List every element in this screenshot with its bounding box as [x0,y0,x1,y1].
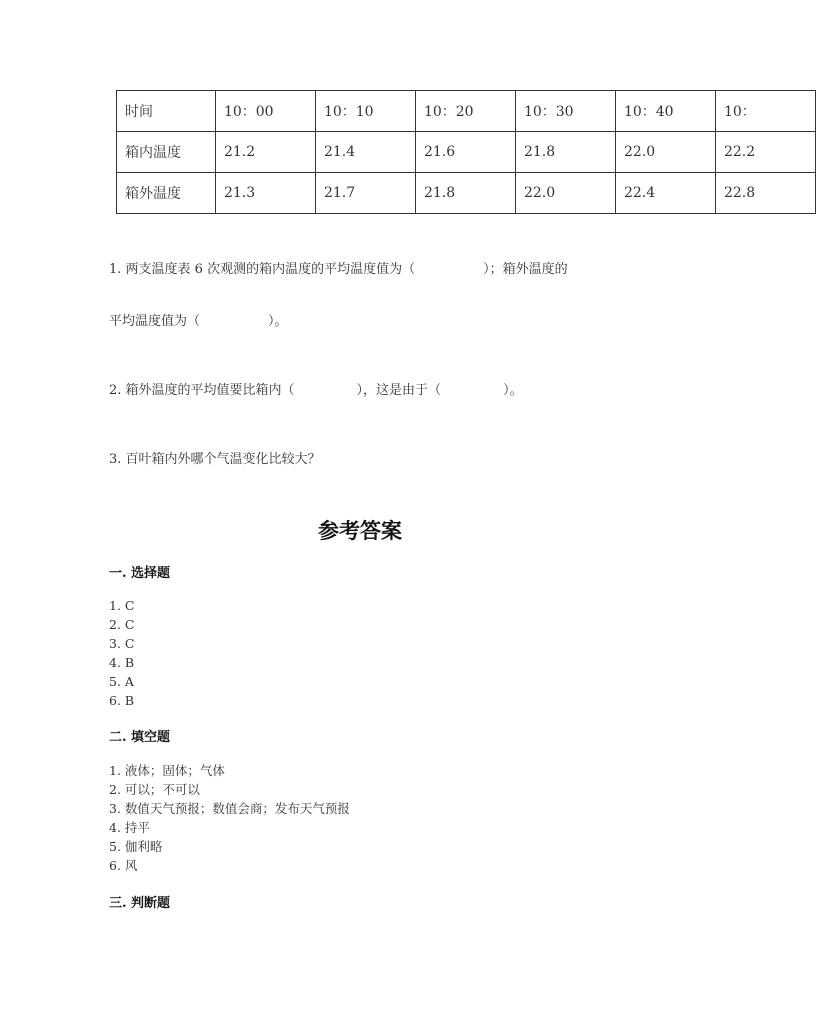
table-cell: 22.0 [615,132,715,173]
list-item: 1. C [109,598,135,613]
table-cell: 21.8 [415,173,515,214]
list-item: 1. 液体；固体；气体 [109,763,225,778]
table-row [117,91,816,132]
table-cell: 21.3 [215,173,315,214]
list-item: 6. B [109,693,135,708]
table-cell: 21.7 [315,173,415,214]
list-item: 5. 伽利略 [109,839,163,854]
section-title: 一. 选择题 [109,566,171,581]
table-cell: 21.4 [315,132,415,173]
list-item: 5. A [109,674,134,689]
table-cell: 21.8 [515,132,615,173]
question-2 [109,379,523,398]
table-row [117,173,816,214]
question-text: 2. 箱外温度的平均值要比箱内（ [109,383,295,398]
question-3: 3. 百叶箱内外哪个气温变化比较大？ [109,452,321,467]
row-header: 时间 [117,91,216,132]
question-text: ）。 [268,314,288,329]
question-text: 平均温度值为（ [109,314,201,329]
table-cell: 10：20 [415,91,515,132]
table-cell: 22.2 [715,132,815,173]
table-cell: 10：30 [515,91,615,132]
question-1-line-2 [109,310,288,329]
question-text: ）。 [503,383,523,398]
answer-title: 参考答案 [318,518,402,543]
answer-list [109,596,134,710]
list-item: 2. C [109,617,135,632]
table-cell: 10：00 [215,91,315,132]
row-header: 箱外温度 [117,173,216,214]
temperature-table-wrap [116,90,756,214]
question-text: ）；箱外温度的 [483,262,568,277]
table-row [117,132,816,173]
table-cell: 22.4 [615,173,715,214]
table-cell: 10：10 [315,91,415,132]
question-text: 1. 两支温度表 6 次观测的箱内温度的平均温度值为（ [109,262,416,277]
section-title: 二. 填空题 [109,730,171,745]
list-item: 3. 数值天气预报；数值会商；发布天气预报 [109,801,350,816]
table-cell: 21.6 [415,132,515,173]
temperature-table [116,90,816,214]
table-cell: 10： [715,91,815,132]
list-item: 2. 可以；不可以 [109,782,200,797]
question-text: ），这是由于（ [356,383,442,398]
list-item: 4. 持平 [109,820,150,835]
list-item: 6. 风 [109,858,138,873]
table-cell: 21.2 [215,132,315,173]
table-cell: 22.8 [715,173,815,214]
list-item: 4. B [109,655,135,670]
table-cell: 22.0 [515,173,615,214]
question-1-line-1 [109,258,568,277]
section-title: 三. 判断题 [109,896,171,911]
list-item: 3. C [109,636,135,651]
table-cell: 10：40 [615,91,715,132]
row-header: 箱内温度 [117,132,216,173]
answer-list [109,761,350,875]
